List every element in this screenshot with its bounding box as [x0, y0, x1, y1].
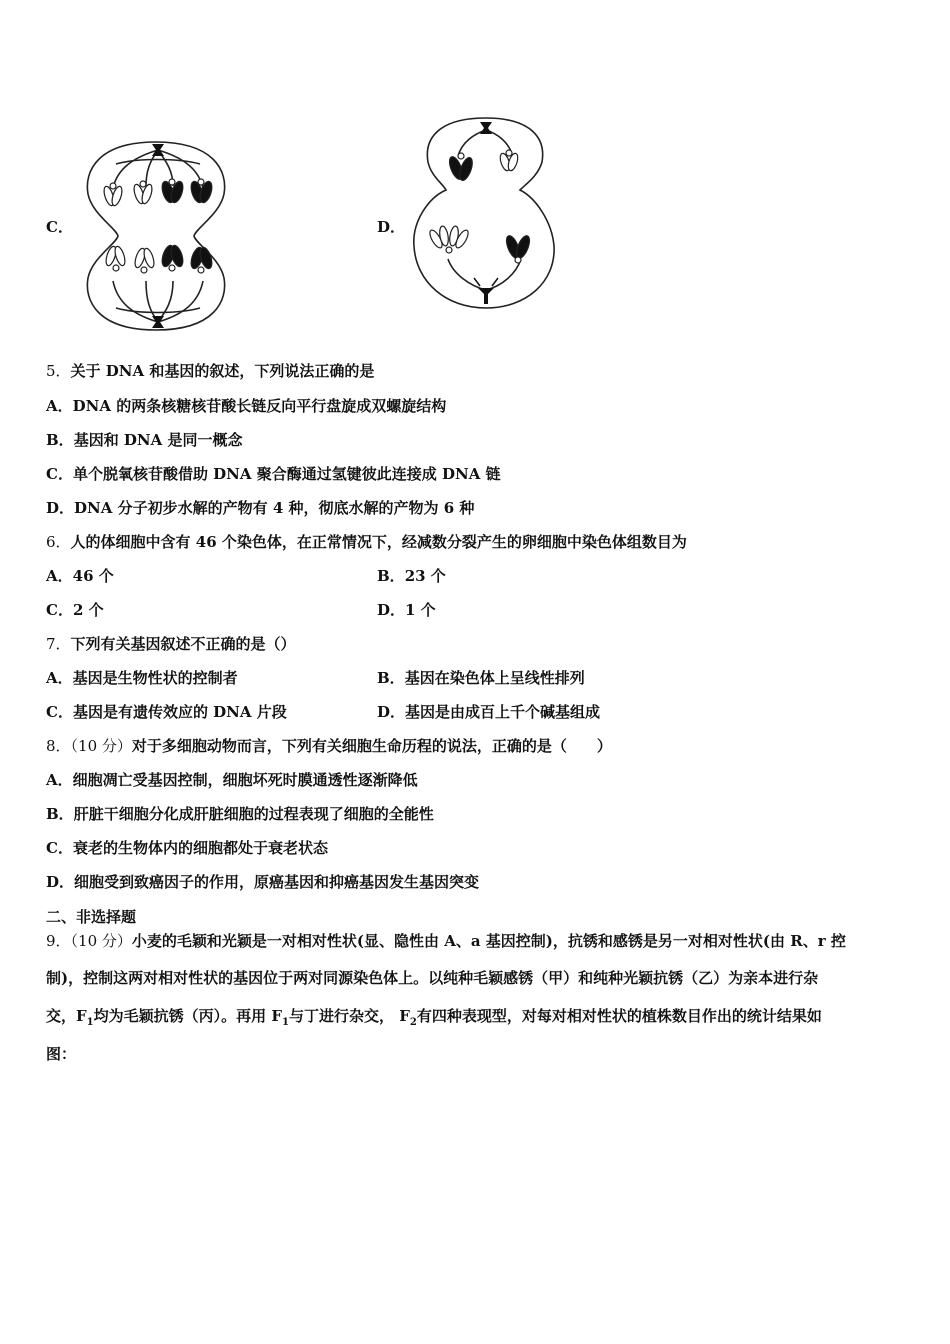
option-key: C．	[46, 601, 73, 619]
option-text: 23 个	[404, 567, 446, 585]
q8-option-c	[46, 837, 328, 858]
q5-option-a	[46, 395, 446, 416]
text-segment: 均为毛颖抗锈（丙）。再用 F	[93, 1007, 282, 1025]
option-key: D．	[377, 703, 406, 721]
question-score: （10 分）	[70, 737, 132, 755]
q7-option-c	[46, 701, 287, 722]
option-text: 1 个	[405, 601, 436, 619]
q8-option-b	[46, 803, 434, 824]
question-number: 5．	[46, 362, 71, 380]
question-text: 下列有关基因叙述不正确的是（）	[70, 635, 296, 653]
option-key: D．	[377, 601, 406, 619]
option-text: 基因是由成百上千个碱基组成	[405, 703, 601, 721]
option-text: DNA 分子初步水解的产物有 4 种，彻底水解的产物为 6 种	[74, 499, 475, 517]
question-9-line-3	[46, 1005, 822, 1028]
question-8-stem	[46, 735, 612, 756]
option-key: A．	[46, 771, 73, 789]
subscript: 2	[409, 1017, 417, 1028]
q6-option-c	[46, 599, 104, 620]
question-9-line-2: 制)，控制这两对相对性状的基因位于两对同源染色体上。以纯种毛颖感锈（甲）和纯种光颖抗锈（乙）为亲本进行杂	[46, 969, 819, 987]
option-key: B．	[377, 567, 405, 585]
option-text: 基因是有遗传效应的 DNA 片段	[72, 703, 287, 721]
option-key: B．	[377, 669, 405, 687]
option-text: 细胞凋亡受基因控制，细胞坏死时膜通透性逐渐降低	[72, 771, 418, 789]
q7-option-d	[377, 701, 600, 722]
question-number: 8．	[46, 737, 71, 755]
option-key: A．	[46, 567, 73, 585]
figure-c-label: C．	[46, 218, 73, 236]
section-heading: 二、非选择题	[46, 908, 137, 926]
text-segment: 交，F	[46, 1007, 87, 1025]
figure-d-label: D．	[377, 218, 406, 236]
question-text: 小麦的毛颖和光颖是一对相对性状(显、隐性由 A、a 基因控制)，抗锈和感锈是另一对相对性状(由 R、r 控	[131, 932, 846, 950]
option-text: 46 个	[72, 567, 114, 585]
question-text: 对于多细胞动物而言，下列有关细胞生命历程的说法，正确的是（ ）	[131, 737, 612, 755]
q7-option-b	[377, 667, 585, 688]
option-text: 基因在染色体上呈线性排列	[404, 669, 585, 687]
q6-option-d	[377, 599, 436, 620]
q8-option-a	[46, 769, 418, 790]
option-key: C．	[46, 703, 73, 721]
question-number: 6．	[46, 533, 71, 551]
option-key: D．	[46, 499, 75, 517]
subscript: 1	[282, 1017, 289, 1028]
question-number: 7．	[46, 635, 71, 653]
option-key: B．	[46, 805, 74, 823]
option-key: D．	[46, 873, 75, 891]
option-key: A．	[46, 669, 73, 687]
question-6-stem	[46, 531, 687, 552]
q5-option-b	[46, 429, 243, 450]
option-text: 基因和 DNA 是同一概念	[73, 431, 243, 449]
question-number: 9．	[46, 932, 71, 950]
q7-option-a	[46, 667, 238, 688]
option-key: C．	[46, 465, 73, 483]
subscript: 1	[86, 1017, 94, 1028]
option-key: A．	[46, 397, 73, 415]
q5-option-d	[46, 497, 474, 518]
option-text: 基因是生物性状的控制者	[72, 669, 238, 687]
figure-c-cell-diagram	[78, 136, 233, 336]
question-text: 关于 DNA 和基因的叙述，下列说法正确的是	[70, 362, 375, 380]
question-text: 人的体细胞中含有 46 个染色体，在正常情况下，经减数分裂产生的卵细胞中染色体组数目为	[70, 533, 687, 551]
q8-option-d	[46, 871, 479, 892]
question-9-line-1	[46, 930, 846, 951]
option-text: 2 个	[72, 601, 104, 619]
option-text: 肝脏干细胞分化成肝脏细胞的过程表现了细胞的全能性	[73, 805, 434, 823]
option-text: DNA 的两条核糖核苷酸长链反向平行盘旋成双螺旋结构	[72, 397, 447, 415]
option-key: C．	[46, 839, 73, 857]
option-text: 细胞受到致癌因子的作用，原癌基因和抑癌基因发生基因突变	[74, 873, 480, 891]
text-segment: 与丁进行杂交， F	[288, 1007, 410, 1025]
question-5-stem	[46, 360, 374, 381]
option-text: 单个脱氧核苷酸借助 DNA 聚合酶通过氢键彼此连接成 DNA 链	[72, 465, 501, 483]
option-text: 衰老的生物体内的细胞都处于衰老状态	[72, 839, 328, 857]
q6-option-b	[377, 565, 446, 586]
question-9-line-4: 图：	[46, 1045, 77, 1063]
q6-option-a	[46, 565, 114, 586]
text-segment: 有四种表现型，对每对相对性状的植株数目作出的统计结果如	[416, 1007, 822, 1025]
option-key: B．	[46, 431, 74, 449]
question-score: （10 分）	[70, 932, 132, 950]
q5-option-c	[46, 463, 501, 484]
question-7-stem	[46, 633, 296, 654]
figure-d-cell-diagram	[408, 114, 563, 312]
